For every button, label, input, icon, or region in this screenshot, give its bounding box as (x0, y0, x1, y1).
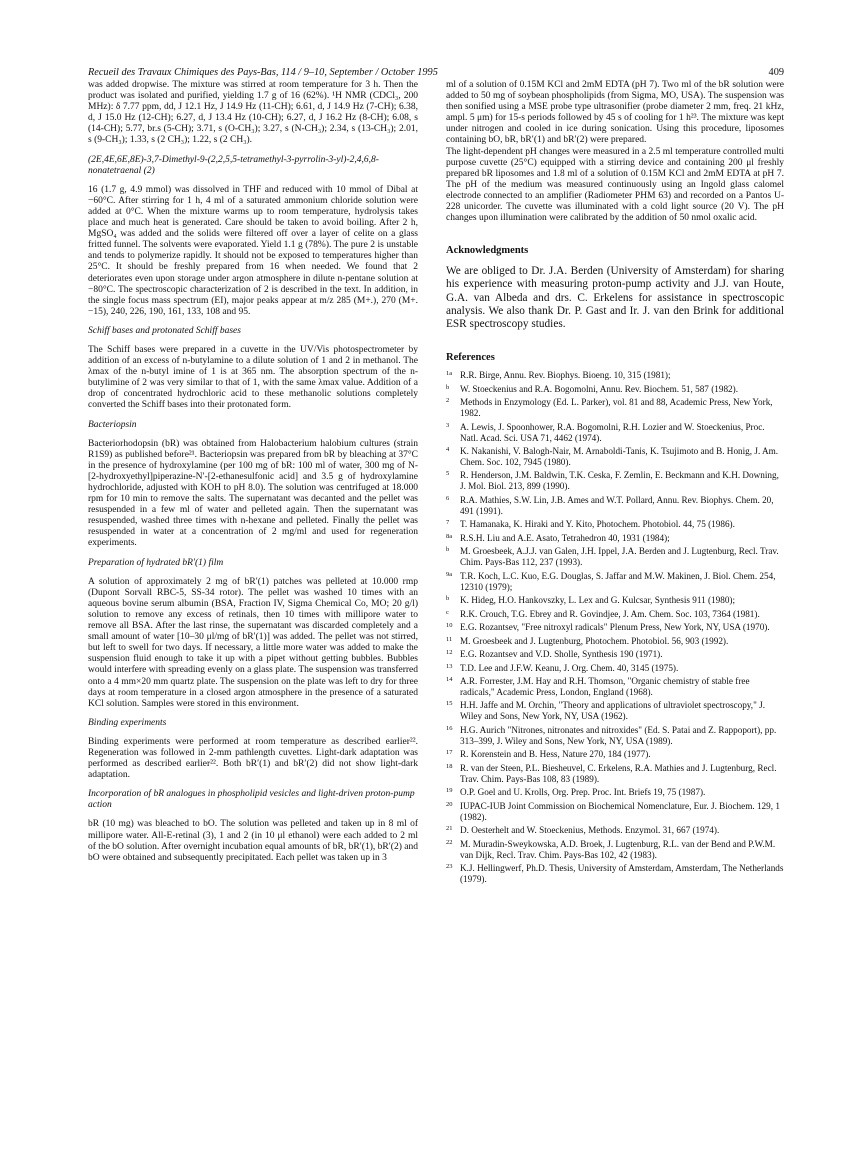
body-paragraph: Bacteriorhodopsin (bR) was obtained from Halobacterium halobium cultures (strain R1S9) as published before²¹. Bacteriopsin was prepared from bR by bleaching at 37°C in the presence of hydroxylamine (per 100 mg of bR: 100 ml of water, 300 mg of N-[2-hydroxyethyl]piperazine-N′-[2-ethanesulfonic acid] and 3.5 g of hydroxylamine hydrochloride, adjusted with KOH to pH 8.0). The solution was centrifuged at 18.000 rpm for 10 min to remove the salts. The supernatant was decanted and the pellet was resuspended in a few ml of water and pelleted again. Then the supernatant was resuspended, washed three times with n-hexane and pelleted. Finally the pellet was resuspended in water at a concentration of 2 mg/ml and used for regeneration experiments. (88, 438, 418, 549)
reference-text: E.G. Rozantsev, "Free nitroxyl radicals" Plenum Press, New York, NY, USA (1970). (460, 622, 770, 633)
reference-number: c (446, 608, 449, 616)
reference-item (446, 763, 784, 785)
reference-text: A.R. Forrester, J.M. Hay and R.H. Thomson, "Organic chemistry of stable free radicals," Academic Press, London, England (1968). (460, 676, 750, 697)
reference-text: M. Muradin-Sweykowska, A.D. Broek, J. Lugtenburg, R.L. van der Bend and P.W.M. van Dijk, Recl. Trav. Chim. Pays-Bas 102, 42 (1983). (460, 838, 776, 860)
reference-number: 5 (446, 470, 450, 478)
reference-item (446, 609, 784, 620)
reference-item (446, 446, 784, 468)
reference-item (446, 749, 784, 760)
reference-text: R.A. Mathies, S.W. Lin, J.B. Ames and W.T. Pollard, Annu. Rev. Biophys. Chem. 20, 491 (1991). (460, 494, 774, 516)
body-paragraph: bR (10 mg) was bleached to bO. The solution was pelleted and taken up in 8 ml of millipore water. All-E-retinal (3), 1 and 2 (in 10 μl ethanol) were each added to 2 ml of the bO solution. After overnight incubation equal amounts of bR, bR′(1), bR′(2) and bO were obtained and subsequently precipitated. Each pellet was taken up in 3 (88, 819, 418, 863)
reference-text: R. Henderson, J.M. Baldwin, T.K. Ceska, F. Zemlin, E. Beckmann and K.H. Downing, J. Mol. Biol. 213, 899 (1990). (460, 470, 779, 492)
spacer (88, 337, 418, 345)
reference-text: K. Hideg, H.O. Hankovszky, L. Lex and G. Kulcsar, Synthesis 911 (1980); (460, 595, 736, 606)
reference-number: 19 (446, 787, 453, 795)
running-header (88, 66, 784, 80)
references-heading: References (446, 352, 495, 364)
reference-number: 2 (446, 397, 450, 405)
reference-number: 15 (446, 700, 453, 708)
page-number: 409 (768, 67, 784, 78)
spacer (88, 318, 418, 326)
reference-text: A. Lewis, J. Spoonhower, R.A. Bogomolni, R.H. Lozier and W. Stoeckenius, Proc. Natl. Acad. Sci. USA 71, 4462 (1974). (460, 421, 765, 443)
reference-text: R. van der Steen, P.L. Biesheuvel, C. Erkelens, R.A. Mathies and J. Lugtenburg, Recl. Trav. Chim. Pays-Bas 108, 83 (1989). (460, 762, 777, 784)
reference-item (446, 787, 784, 798)
reference-text: W. Stoeckenius and R.A. Bogomolni, Annu. Rev. Biochem. 51, 587 (1982). (460, 383, 738, 394)
journal-citation: Recueil des Travaux Chimiques des Pays-Bas, 114 / 9–10, September / October 1995 (88, 67, 438, 78)
reference-number: 10 (446, 622, 453, 630)
section-subheading: Binding experiments (88, 717, 167, 728)
reference-item (446, 533, 784, 544)
reference-number: 13 (446, 662, 453, 670)
reference-item (446, 519, 784, 530)
reference-text: H.H. Jaffe and M. Orchin, "Theory and applications of ultraviolet spectroscopy," J. Wiley and Sons, New York, NY, USA (1962). (460, 700, 765, 722)
reference-number: 9a (446, 570, 453, 578)
reference-number: 11 (446, 635, 453, 643)
body-paragraph: was added dropwise. The mixture was stirred at room temperature for 3 h. Then the product was isolated and purified, yielding 1.7 g of 16 (62%). ¹H NMR (CDCl₃, 200 MHz): δ 7.77 ppm, dd, J 12.1 Hz, J 14.9 Hz (11-CH); 6.61, d, J 14.9 Hz (7-CH); 6.38, d, J 15.0 Hz (12-CH); 6.27, d, J 13.4 Hz (10-CH); 6.27, d, J 16.2 Hz (8-CH); 6.08, s (14-CH); 5.77, br.s (5-CH); 3.71, s (O-CH₃); 3.27, s (N-CH₃); 2.34, s (13-CH₃); 2.01, s (9-CH₃); 1.33, s (2 CH₃); 1.22, s (2 CH₃). (88, 80, 418, 146)
reference-item (446, 397, 784, 419)
spacer (88, 710, 418, 718)
reference-text: T. Hamanaka, K. Hiraki and Y. Kito, Photochem. Photobiol. 44, 75 (1986). (460, 519, 735, 530)
reference-text: K. Nakanishi, V. Balogh-Nair, M. Arnaboldi-Tanis, K. Tsujimoto and B. Honig, J. Am. Chem. Soc. 102, 7945 (1980). (460, 446, 779, 467)
acknowledgments-text: We are obliged to Dr. J.A. Berden (University of Amsterdam) for sharing his experience with measuring proton-pump activity and J.J. van Houte, G.A. van Albeda and drs. C. Erkelens for assistance in spectroscopic analysis. We also thank Dr. P. Gast and Ir. J. van den Brink for additional ESR spectroscopy studies. (446, 265, 784, 331)
reference-number: 1a (446, 370, 453, 378)
reference-text: E.G. Rozantsev and V.D. Sholle, Synthesis 190 (1971). (460, 649, 663, 660)
section-subheading: Incorporation of bR analogues in phospholipid vesicles and light-driven proton-pump action (88, 789, 415, 811)
reference-item (446, 495, 784, 517)
reference-item (446, 470, 784, 492)
reference-number: 12 (446, 649, 453, 657)
reference-item (446, 422, 784, 444)
spacer (88, 729, 418, 737)
body-paragraph: 16 (1.7 g, 4.9 mmol) was dissolved in THF and reduced with 10 mmol of Dibal at −60°C. After stirring for 1 h, 4 ml of a saturated ammonium chloride solution were added at 0°C. When the mixture warms up to room temperature, hydrolysis takes place and much heat is generated. Care should be taken to avoid boiling. After 2 h, MgSO₄ was added and the solids were filtered off over a layer of celite on a glass fritted funnel. The solvents were evaporated. Yield 1.1 g (78%). The pure 2 is unstable and tends to polymerize rapidly. It should not be exposed to temperatures higher than 25°C. It should be freshly prepared from 16 when needed. We found that 2 deteriorates even upon storage under argon atmosphere in dilute n-pentane solution at −80°C. The spectroscopic characterization of 2 is described in the text. In addition, in the single focus mass spectrum (EI), major peaks appear at m/z 285 (M+.), 270 (M+. −15), 240, 226, 190, 161, 133, 108 and 95. (88, 184, 418, 317)
spacer (88, 569, 418, 577)
reference-number: b (446, 595, 450, 603)
reference-item (446, 649, 784, 660)
reference-text: R.R. Birge, Annu. Rev. Biophys. Bioeng. 10, 315 (1981); (460, 370, 671, 381)
reference-item (446, 370, 784, 381)
reference-text: O.P. Goel and U. Krolls, Org. Prep. Proc. Int. Briefs 19, 75 (1987). (460, 787, 706, 798)
reference-text: R.S.H. Liu and A.E. Asato, Tetrahedron 40, 1931 (1984); (460, 532, 670, 543)
reference-number: 21 (446, 825, 453, 833)
reference-item (446, 801, 784, 823)
reference-number: 22 (446, 838, 453, 846)
reference-number: 20 (446, 800, 453, 808)
reference-item (446, 863, 784, 885)
reference-number: 6 (446, 494, 450, 502)
reference-text: D. Oesterhelt and W. Stoeckenius, Methods. Enzymol. 31, 667 (1974). (460, 825, 720, 836)
reference-number: 7 (446, 519, 450, 527)
reference-number: 14 (446, 676, 453, 684)
reference-text: T.R. Koch, L.C. Kuo, E.G. Douglas, S. Jaffar and M.W. Makinen, J. Biol. Chem. 254, 12310 (1979); (460, 570, 776, 592)
liposome-paragraph: ml of a solution of 0.15M KCl and 2mM EDTA (pH 7). Two ml of the bR solution were added to 50 mg of soybean phospholipids (from Sigma, MO, USA). The suspension was then sonified using a MSE probe type ultrasonifier (probe diameter 2 mm, freq. 21 kHz, ampl. 5 μm) for 15-s periods followed by 45 s of cooling for 1 h²³. The mixture was kept under nitrogen and cooled in ice during sonication. Using this procedure, liposomes containing bO, bR, bR′(1) and bR′(2) were prepared. (446, 80, 784, 146)
reference-number: 3 (446, 421, 450, 429)
reference-text: Methods in Enzymology (Ed. L. Parker), vol. 81 and 88, Academic Press, New York, 1982. (460, 397, 773, 419)
reference-item (446, 725, 784, 747)
reference-number: 4 (446, 446, 450, 454)
body-paragraph: A solution of approximately 2 mg of bR′(1) patches was pelleted at 10.000 rmp (Dupont Sorvall RBC-5, SS-34 rotor). The pellet was washed 10 times with an aqueous bovine serum albumin (BSA, Fraction IV, Sigma Chemical Co, MO; 20 g/l) solution to remove any excess of retinals, then 10 times with millipore water to remove all BSA. After the last rinse, the supernatant was discarded completely and a small amount of water [10–30 μl/mg of bR′(1)] was added. The pellet was not stirred, but left to swell for two days. If necessary, a little more water was added to make the suspension fluid enough to take it up with a pipet without getting bubbles. Bubbles would interfere with spreading evenly on a glass plate. The suspension was transferred onto a 4 mm×20 mm quartz plate. The suspension on the plate was left to dry for three days at room temperature in a closed argon atmosphere in the presence of a saturated KCl solution. Samples were stored in this environment. (88, 576, 418, 709)
reference-text: K.J. Hellingwerf, Ph.D. Thesis, University of Amsterdam, Amsterdam, The Netherlands (1979). (460, 863, 784, 884)
ph-measurement-paragraph: The light-dependent pH changes were measured in a 2.5 ml temperature controlled multi purpose cuvette (25°C) equipped with a stirring device and containing 200 μl freshly prepared bR liposomes and 1.8 ml of a solution of 0.15M KCl and 2mM EDTA at pH 7. The pH of the medium was measured continuously using an Ingold glass calomel electrode connected to an amplifier (Radiometer PHM 63) and recorded on a Pantos U-228 unicorder. The cuvette was illuminated with a cold light source (20 V). The pH changes upon illumination were calibrated by the addition of 50 nmol oxalic acid. (446, 146, 784, 224)
right-column (446, 80, 784, 887)
reference-item (446, 636, 784, 647)
reference-item (446, 839, 784, 861)
acknowledgments-heading: Acknowledgments (446, 245, 529, 257)
spacer (88, 550, 418, 558)
reference-text: M. Groesbeek and J. Lugtenburg, Photochem. Photobiol. 56, 903 (1992). (460, 635, 729, 646)
spacer (88, 177, 418, 185)
reference-number: 18 (446, 762, 453, 770)
reference-item (446, 384, 784, 395)
section-subheading: Bacteriopsin (88, 419, 137, 430)
reference-number: 16 (446, 724, 453, 732)
reference-text: R. Korenstein and B. Hess, Nature 270, 184 (1977). (460, 749, 651, 760)
reference-number: 23 (446, 863, 453, 871)
reference-item (446, 546, 784, 568)
reference-text: R.K. Crouch, T.G. Ebrey and R. Govindjee, J. Am. Chem. Soc. 103, 7364 (1981). (460, 608, 760, 619)
reference-item (446, 663, 784, 674)
reference-item (446, 622, 784, 633)
body-paragraph: Binding experiments were performed at room temperature as described earlier²². Regeneration was followed in 2-mm pathlength cuvettes. Light-dark adaptation was performed as described earlier²². Both bR′(1) and bR′(2) did not show light-dark adaptation. (88, 736, 418, 781)
left-column (88, 80, 418, 864)
section-subheading: Schiff bases and protonated Schiff bases (88, 325, 241, 336)
reference-text: M. Groesbeek, A.J.J. van Galen, J.H. Ippel, J.A. Berden and J. Lugtenburg, Recl. Trav. Chim. Pays-Bas 112, 237 (1993). (460, 546, 779, 568)
reference-list (446, 370, 784, 885)
reference-item (446, 595, 784, 606)
reference-number: b (446, 383, 450, 391)
reference-item (446, 700, 784, 722)
reference-item (446, 825, 784, 836)
section-subheading: Preparation of hydrated bR′(1) film (88, 557, 224, 568)
reference-text: H.G. Aurich "Nitrones, nitronates and nitroxides" (Ed. S. Patai and Z. Rappoport), pp. 313–399, J. Wiley and Sons, New York, NY, USA (1989). (460, 724, 777, 746)
spacer (88, 147, 418, 155)
spacer (88, 431, 418, 439)
reference-text: IUPAC-IUB Joint Commission on Biochemical Nomenclature, Eur. J. Biochem. 129, 1 (1982). (460, 800, 780, 822)
reference-number: 17 (446, 749, 453, 757)
reference-text: T.D. Lee and J.F.W. Keanu, J. Org. Chem. 40, 3145 (1975). (460, 662, 679, 673)
spacer (88, 412, 418, 420)
reference-item (446, 676, 784, 698)
reference-number: b (446, 546, 450, 554)
body-paragraph: The Schiff bases were prepared in a cuvette in the UV/Vis photospectrometer by addition of an excess of n-butylamine to a dilute solution of 1 and 2 in methanol. The λmax of the n-butyl imine of 1 is at 365 nm. The absorption spectrum of the n-butylimine of 2 was very similar to that of 1, with the same λmax value. Addition of a drop of concentrated hydrochloric acid to these methanolic solutions completely converted the Schiff bases into their protonated form. (88, 344, 418, 411)
reference-number: 8a (446, 532, 453, 540)
reference-item (446, 571, 784, 593)
section-subheading: (2E,4E,6E,8E)-3,7-Dimethyl-9-(2,2,5,5-tetramethyl-3-pyrrolin-3-yl)-2,4,6,8-nonatetraenal (2) (88, 154, 379, 176)
